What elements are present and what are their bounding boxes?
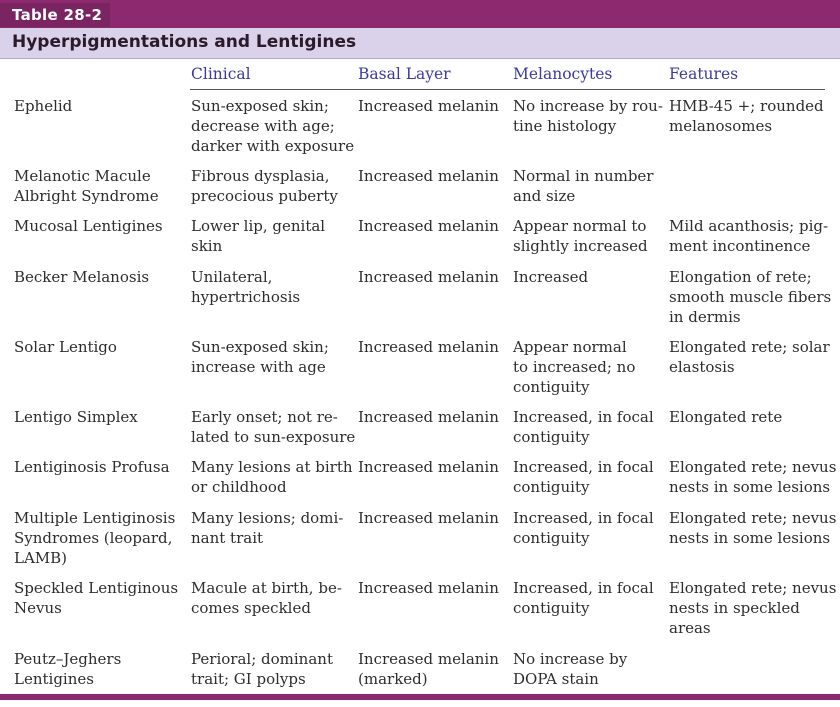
melanocytes-cell bbox=[513, 407, 659, 447]
cell-line: Increased melanin bbox=[358, 167, 499, 185]
cell-line: Sun-exposed skin; bbox=[191, 97, 329, 115]
cell-line: (marked) bbox=[358, 670, 428, 688]
cell-line: Syndromes (leopard, bbox=[14, 529, 173, 547]
cell-line: Appear normal to bbox=[513, 217, 647, 235]
clinical-cell bbox=[191, 96, 355, 156]
cell-line: Sun-exposed skin; bbox=[191, 338, 329, 356]
cell-line: nests in some lesions bbox=[669, 478, 831, 496]
cell-line: ment incontinence bbox=[669, 237, 811, 255]
features-cell bbox=[669, 96, 829, 136]
cell-line: increase with age bbox=[191, 358, 326, 376]
cell-line: Many lesions; domi- bbox=[191, 509, 344, 527]
cell-line: nests in some lesions bbox=[669, 529, 831, 547]
condition-cell bbox=[14, 457, 184, 477]
cell-line: Appear normal bbox=[513, 338, 627, 356]
clinical-cell bbox=[191, 578, 349, 618]
cell-line: Elongation of rete; bbox=[669, 268, 812, 286]
melanocytes-cell bbox=[513, 508, 659, 548]
condition-cell bbox=[14, 337, 184, 357]
cell-line: Becker Melanosis bbox=[14, 268, 150, 286]
cell-line: darker with exposure bbox=[191, 137, 355, 155]
cell-line: contiguity bbox=[513, 378, 590, 396]
cell-line: tine histology bbox=[513, 117, 617, 135]
cell-line: Albright Syndrome bbox=[14, 187, 159, 205]
cell-line: Elongated rete; nevus bbox=[669, 509, 837, 527]
cell-line: nant trait bbox=[191, 529, 264, 547]
clinical-cell bbox=[191, 267, 349, 307]
cell-line: Increased melanin bbox=[358, 408, 499, 426]
cell-line: Many lesions at birth bbox=[191, 458, 353, 476]
cell-line: Ephelid bbox=[14, 97, 73, 115]
basal-layer-cell bbox=[358, 96, 506, 116]
basal-layer-cell bbox=[358, 216, 506, 236]
cell-line: lated to sun-exposure bbox=[191, 428, 356, 446]
column-header-melanocytes: Melanocytes bbox=[513, 65, 613, 83]
basal-layer-cell bbox=[358, 508, 506, 528]
column-header-clinical: Clinical bbox=[191, 65, 251, 83]
cell-line: Lentiginosis Profusa bbox=[14, 458, 170, 476]
features-cell bbox=[669, 267, 832, 327]
cell-line: Solar Lentigo bbox=[14, 338, 117, 356]
cell-line: areas bbox=[669, 619, 711, 637]
cell-line: HMB-45 +; rounded bbox=[669, 97, 824, 115]
cell-line: Nevus bbox=[14, 599, 62, 617]
cell-line: comes speckled bbox=[191, 599, 311, 617]
condition-cell bbox=[14, 216, 184, 236]
condition-cell bbox=[14, 649, 184, 689]
cell-line: melanosomes bbox=[669, 117, 773, 135]
basal-layer-cell bbox=[358, 649, 506, 689]
melanocytes-cell bbox=[513, 267, 659, 287]
cell-line: No increase by rou- bbox=[513, 97, 663, 115]
cell-line: skin bbox=[191, 237, 223, 255]
clinical-cell bbox=[191, 457, 353, 497]
cell-line: precocious puberty bbox=[191, 187, 338, 205]
column-header-basal-layer: Basal Layer bbox=[358, 65, 451, 83]
cell-line: Mild acanthosis; pig- bbox=[669, 217, 829, 235]
melanocytes-cell bbox=[513, 457, 659, 497]
cell-line: or childhood bbox=[191, 478, 287, 496]
cell-line: Lower lip, genital bbox=[191, 217, 326, 235]
basal-layer-cell bbox=[358, 166, 506, 186]
cell-line: Elongated rete; solar bbox=[669, 338, 830, 356]
melanocytes-cell bbox=[513, 578, 659, 618]
cell-line: contiguity bbox=[513, 599, 590, 617]
cell-line: Fibrous dysplasia, bbox=[191, 167, 330, 185]
cell-line: Increased, in focal bbox=[513, 579, 654, 597]
melanocytes-cell bbox=[513, 337, 659, 397]
table-number-label: Table 28-2 bbox=[0, 3, 110, 27]
cell-line: Increased melanin bbox=[358, 338, 499, 356]
features-cell bbox=[669, 508, 837, 548]
cell-line: and size bbox=[513, 187, 576, 205]
cell-line: Elongated rete bbox=[669, 408, 783, 426]
cell-line: LAMB) bbox=[14, 549, 68, 567]
basal-layer-cell bbox=[358, 337, 506, 357]
cell-line: contiguity bbox=[513, 428, 590, 446]
features-cell bbox=[669, 337, 829, 377]
cell-line: Normal in number bbox=[513, 167, 654, 185]
features-cell bbox=[669, 216, 829, 256]
cell-line: elastosis bbox=[669, 358, 735, 376]
table-title: Hyperpigmentations and Lentigines bbox=[12, 32, 357, 52]
basal-layer-cell bbox=[358, 407, 506, 427]
cell-line: Increased melanin bbox=[358, 217, 499, 235]
cell-line: to increased; no bbox=[513, 358, 636, 376]
clinical-cell bbox=[191, 166, 349, 206]
header-band bbox=[0, 0, 840, 28]
cell-line: Lentigines bbox=[14, 670, 94, 688]
condition-cell bbox=[14, 508, 184, 568]
cell-line: Increased melanin bbox=[358, 579, 499, 597]
melanocytes-cell bbox=[513, 649, 659, 689]
cell-line: Elongated rete; nevus bbox=[669, 579, 837, 597]
basal-layer-cell bbox=[358, 578, 506, 598]
condition-cell bbox=[14, 407, 184, 427]
features-cell bbox=[669, 578, 837, 638]
cell-line: slightly increased bbox=[513, 237, 648, 255]
cell-line: Increased bbox=[513, 268, 589, 286]
cell-line: Increased, in focal bbox=[513, 458, 654, 476]
melanocytes-cell bbox=[513, 166, 659, 206]
cell-line: Elongated rete; nevus bbox=[669, 458, 837, 476]
cell-line: Increased melanin bbox=[358, 268, 499, 286]
melanocytes-cell bbox=[513, 96, 663, 136]
basal-layer-cell bbox=[358, 267, 506, 287]
cell-line: Increased melanin bbox=[358, 458, 499, 476]
condition-cell bbox=[14, 267, 184, 287]
cell-line: contiguity bbox=[513, 478, 590, 496]
cell-line: in dermis bbox=[669, 308, 741, 326]
cell-line: Speckled Lentiginous bbox=[14, 579, 179, 597]
clinical-cell bbox=[191, 216, 349, 256]
cell-line: Early onset; not re- bbox=[191, 408, 338, 426]
cell-line: contiguity bbox=[513, 529, 590, 547]
condition-cell bbox=[14, 578, 184, 618]
cell-line: Macule at birth, be- bbox=[191, 579, 342, 597]
cell-line: nests in speckled bbox=[669, 599, 800, 617]
cell-line: Multiple Lentiginosis bbox=[14, 509, 176, 527]
title-bar bbox=[0, 28, 840, 59]
cell-line: decrease with age; bbox=[191, 117, 335, 135]
cell-line: Lentigo Simplex bbox=[14, 408, 138, 426]
cell-line: Increased melanin bbox=[358, 509, 499, 527]
cell-line: Perioral; dominant bbox=[191, 650, 333, 668]
basal-layer-cell bbox=[358, 457, 506, 477]
condition-cell bbox=[14, 166, 184, 206]
condition-cell bbox=[14, 96, 184, 116]
cell-line: Melanotic Macule bbox=[14, 167, 151, 185]
cell-line: Increased melanin bbox=[358, 650, 499, 668]
cell-line: trait; GI polyps bbox=[191, 670, 306, 688]
clinical-cell bbox=[191, 407, 356, 447]
clinical-cell bbox=[191, 508, 349, 548]
clinical-cell bbox=[191, 337, 349, 377]
header-rule bbox=[190, 89, 825, 90]
cell-line: Increased melanin bbox=[358, 97, 499, 115]
cell-line: Mucosal Lentigines bbox=[14, 217, 163, 235]
cell-line: hypertrichosis bbox=[191, 288, 301, 306]
cell-line: Increased, in focal bbox=[513, 408, 654, 426]
bottom-rule bbox=[0, 694, 840, 700]
features-cell bbox=[669, 407, 829, 427]
cell-line: Unilateral, bbox=[191, 268, 273, 286]
cell-line: No increase by bbox=[513, 650, 628, 668]
melanocytes-cell bbox=[513, 216, 659, 256]
cell-line: DOPA stain bbox=[513, 670, 599, 688]
cell-line: smooth muscle fibers bbox=[669, 288, 832, 306]
cell-line: Peutz–Jeghers bbox=[14, 650, 122, 668]
clinical-cell bbox=[191, 649, 349, 689]
column-header-features: Features bbox=[669, 65, 739, 83]
features-cell bbox=[669, 457, 837, 497]
cell-line: Increased, in focal bbox=[513, 509, 654, 527]
